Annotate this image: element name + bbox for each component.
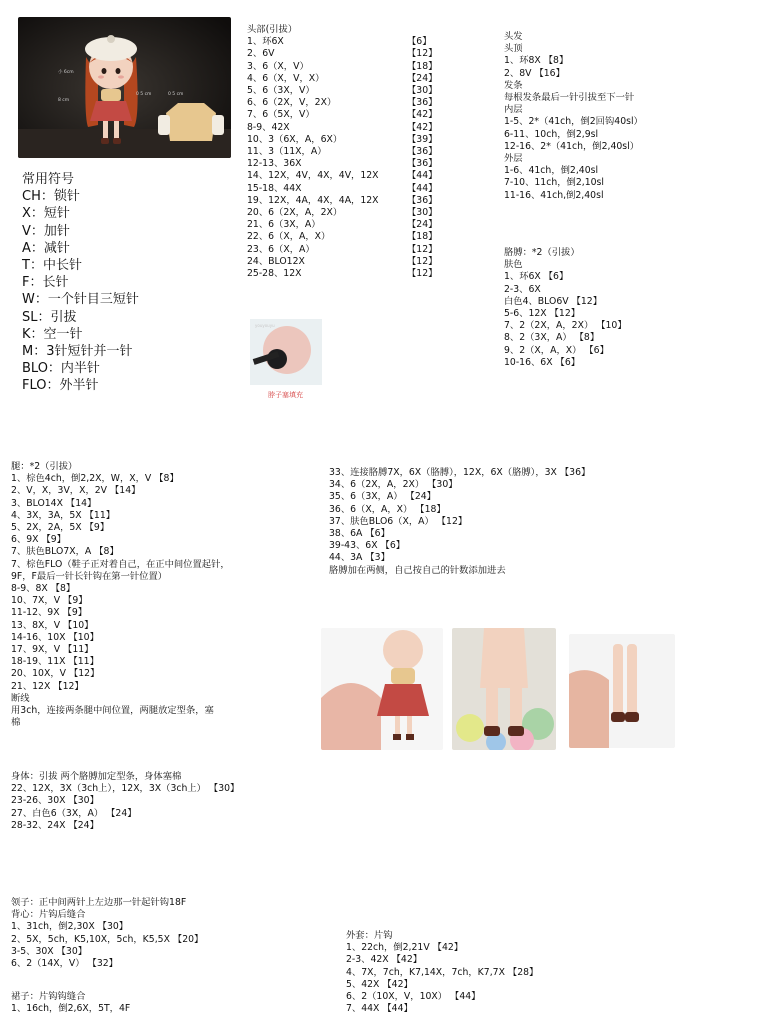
- head-row-count: 【30】: [407, 85, 438, 97]
- skirt-section: [11, 991, 130, 1015]
- head-row-count: 【36】: [407, 146, 438, 158]
- body-line: 身体：引拔 两个胳膊加定型条，身体塞棉: [11, 771, 182, 782]
- body-line: 28-32、24X 【24】: [11, 819, 99, 831]
- leg-line: 14-16、10X 【10】: [11, 631, 99, 643]
- head-row-count: 【12】: [407, 268, 438, 280]
- arm-line: 10-16、6X 【6】: [504, 356, 581, 368]
- head-row: [247, 268, 437, 280]
- head-row-count: 【12】: [407, 243, 438, 255]
- head-row: [247, 158, 437, 170]
- head-row: [247, 73, 437, 85]
- head-row-count: 【6】: [407, 36, 432, 48]
- hand-doll-photo: [321, 628, 443, 750]
- hair-line: 头顶: [504, 43, 523, 55]
- hair-line: 12-16、2*（41ch，倒2,40sl）: [504, 140, 640, 152]
- symbols-items-line: T：中长针: [22, 258, 82, 274]
- head-row: [247, 146, 437, 158]
- symbols-items-line: CH：锁针: [22, 189, 80, 205]
- arm-line: 2-3、6X: [504, 283, 541, 295]
- leg-section: [11, 461, 230, 729]
- hair-line: 6-11、10ch，倒2,9sl: [504, 128, 599, 140]
- coat-line: 6、2（10X，V，10X） 【44】: [346, 991, 481, 1003]
- symbols-title: 常用符号: [22, 172, 75, 187]
- leg-line: 10、7X，V 【9】: [11, 595, 88, 607]
- hair-line: 7-10、11ch，倒2,10sl: [504, 177, 604, 189]
- coat-line: 1、22ch，倒2,21V 【42】: [346, 942, 464, 954]
- leg-line: 21、12X 【12】: [11, 680, 84, 692]
- doll-photo: [18, 17, 231, 158]
- leg-line: 6、9X 【9】: [11, 534, 66, 546]
- head-row-step: 4、6（X，V，X）: [247, 72, 325, 84]
- leg-line: 1、棕色4ch，倒2,2X，W，X，V 【8】: [11, 473, 179, 485]
- hair-line: 外层: [504, 153, 523, 165]
- head-row-count: 【36】: [407, 97, 438, 109]
- head-row-count: 【24】: [407, 72, 438, 84]
- head-row: [247, 48, 437, 60]
- arm-section: [504, 247, 627, 369]
- head-row-step: 8-9、42X: [247, 121, 290, 133]
- hair-line: 1、环8X 【8】: [504, 55, 569, 67]
- arm-line: 7、2（2X，A，2X） 【10】: [504, 320, 627, 332]
- hair-line: 头发: [504, 31, 523, 42]
- body-doll-photo: [452, 628, 556, 750]
- join-line: 35、6（3X，A） 【24】: [329, 491, 436, 503]
- leg-line: 13、8X，V 【10】: [11, 619, 94, 631]
- arm-line: 1、环6X 【6】: [504, 271, 569, 283]
- head-row-step: 19、12X，4A，4X，4A，12X: [247, 194, 379, 206]
- body-line: 22、12X，3X（3ch上），12X，3X（3ch上） 【30】: [11, 783, 240, 795]
- hair-line: 1-6、41ch，倒2,40sl: [504, 165, 599, 177]
- head-row-count: 【39】: [407, 133, 438, 145]
- arm-line: 胳膊：*2（引拔）: [504, 247, 580, 258]
- head-row-step: 22、6（X，A，X）: [247, 231, 331, 243]
- leg-line: 2、V，X，3V，X，2V 【14】: [11, 485, 141, 497]
- head-row-count: 【12】: [407, 255, 438, 267]
- coat-line: 4、7X，7ch，K7,14X，7ch，K7,7X 【28】: [346, 966, 539, 978]
- head-row-count: 【18】: [407, 231, 438, 243]
- collar-section: [11, 897, 203, 970]
- join-line: 39-43、6X 【6】: [329, 540, 406, 552]
- head-row-step: 11、3（11X，A）: [247, 146, 327, 158]
- collar-line: 领子：正中间两针上左边那一针起针钩18F: [11, 897, 187, 908]
- head-row: [247, 170, 437, 182]
- collar-line: 6、2（14X，V） 【32】: [11, 958, 118, 970]
- leg-line: 18-19、11X 【11】: [11, 656, 99, 668]
- leg-line: 17、9X，V 【11】: [11, 644, 94, 656]
- head-row: [247, 207, 437, 219]
- legs-photo: [569, 634, 675, 748]
- head-row-step: 20、6（2X，A，2X）: [247, 207, 343, 219]
- arm-line: 肤色: [504, 259, 523, 271]
- symbols-items-line: F：长针: [22, 275, 69, 291]
- symbols-items-line: K：空一针: [22, 326, 83, 342]
- join-line: 37、肤色BLO6（X，A） 【12】: [329, 515, 468, 527]
- coat-line: 7、44X 【44】: [346, 1003, 413, 1015]
- symbols-items-line: V：加针: [22, 223, 70, 239]
- join-line: 34、6（2X，A，2X） 【30】: [329, 479, 458, 491]
- head-row-count: 【44】: [407, 182, 438, 194]
- head-row-step: 12-13、36X: [247, 158, 302, 170]
- leg-line: 8-9、8X 【8】: [11, 583, 76, 595]
- leg-line: 20、10X，V 【12】: [11, 668, 100, 680]
- body-line: 27、白色6（3X，A） 【24】: [11, 807, 137, 819]
- symbols-items-line: W：一个针目三短针: [22, 292, 139, 308]
- leg-line: 4、3X，3A，5X 【11】: [11, 509, 116, 521]
- head-row-count: 【36】: [407, 194, 438, 206]
- head-row-step: 14、12X，4V，4X，4V，12X: [247, 170, 379, 182]
- arm-line: 9、2（X，A，X） 【6】: [504, 344, 609, 356]
- head-row-step: 3、6（X，V）: [247, 60, 309, 72]
- head-row: [247, 134, 437, 146]
- leg-line: 用3ch，连接两条腿中间位置，两腿放定型条，塞: [11, 705, 214, 717]
- head-row-count: 【18】: [407, 60, 438, 72]
- head-row: [247, 85, 437, 97]
- head-row-step: 15-18、44X: [247, 182, 302, 194]
- head-section: [247, 24, 437, 280]
- head-row: [247, 231, 437, 243]
- leg-line: 9F，F最后一针长针钩在第一针位置）: [11, 570, 168, 582]
- head-row-step: 23、6（X，A）: [247, 243, 315, 255]
- head-row-count: 【42】: [407, 109, 438, 121]
- leg-line: 腿：*2（引拔）: [11, 461, 78, 472]
- head-row: [247, 122, 437, 134]
- skirt-line: 1、16ch，倒2,6X，5T，4F: [11, 1003, 131, 1015]
- arm-line: 8、2（3X，A） 【8】: [504, 332, 600, 344]
- coat-line: 外套：片钩: [346, 930, 393, 941]
- collar-line: 1、31ch，倒2,30X 【30】: [11, 921, 129, 933]
- head-row: [247, 183, 437, 195]
- svg-text:8 cm: 8 cm: [58, 98, 70, 103]
- coat-section: [346, 930, 538, 1015]
- leg-line: 7、棕色FLO（鞋子正对着自己，在正中间位置起针，: [11, 558, 230, 570]
- hair-line: 11-16、41ch,倒2,40sl: [504, 189, 604, 201]
- collar-line: 背心：片钩后缝合: [11, 909, 86, 921]
- head-row-step: 5、6（3X，V）: [247, 85, 315, 97]
- head-row-step: 7、6（5X，V）: [247, 109, 315, 121]
- leg-line: 断线: [11, 692, 30, 704]
- symbols-legend: [22, 171, 139, 395]
- head-row-count: 【44】: [407, 170, 438, 182]
- coat-line: 2-3、42X 【42】: [346, 954, 423, 966]
- leg-line: 7、肤色BLO7X，A 【8】: [11, 546, 119, 558]
- head-row: [247, 109, 437, 121]
- symbols-items-line: SL：引拔: [22, 309, 77, 325]
- symbols-items-line: X：短针: [22, 206, 70, 222]
- leg-line: 11-12、9X 【9】: [11, 607, 88, 619]
- photo-label-1: 0 5 cm: [168, 92, 184, 97]
- hair-line: 1-5、2*（41ch，倒2回钩40sl）: [504, 116, 643, 128]
- head-row: [247, 97, 437, 109]
- leg-line: 棉: [11, 717, 21, 729]
- neck-photo-caption: 脖子塞填充: [268, 391, 303, 399]
- collar-line: 3-5、30X 【30】: [11, 945, 88, 957]
- head-row-step: 2、6V: [247, 48, 275, 60]
- head-row: [247, 219, 437, 231]
- head-row-count: 【30】: [407, 207, 438, 219]
- hair-line: 内层: [504, 104, 523, 116]
- hair-line: 2、8V 【16】: [504, 67, 565, 79]
- hair-line: 每根发条最后一针引拔至下一针: [504, 92, 635, 104]
- hair-section: [504, 31, 643, 202]
- skirt-line: 裙子：片钩钩缝合: [11, 991, 86, 1002]
- collar-line: 2、5X，5ch，K5,10X，5ch，K5,5X 【20】: [11, 933, 204, 945]
- hair-line: 发条: [504, 79, 523, 91]
- coat-line: 5、42X 【42】: [346, 978, 413, 990]
- arm-line: 5-6、12X 【12】: [504, 308, 581, 320]
- svg-text:小 6cm: 小 6cm: [58, 70, 74, 75]
- symbols-items-line: FLO：外半针: [22, 378, 99, 394]
- head-row-count: 【36】: [407, 158, 438, 170]
- symbols-items-line: M：3针短针并一针: [22, 344, 133, 360]
- head-title: 头部(引拔）: [247, 24, 298, 35]
- body-section: [11, 771, 239, 832]
- join-line: 44、3A 【3】: [329, 552, 390, 564]
- body-line: 23-26、30X 【30】: [11, 795, 99, 807]
- head-row-count: 【24】: [407, 219, 438, 231]
- head-row-step: 25-28、12X: [247, 268, 302, 280]
- symbols-items-line: A：减针: [22, 240, 70, 256]
- head-row: [247, 244, 437, 256]
- symbols-items-line: BLO：内半针: [22, 361, 100, 377]
- head-row-step: 10、3（6X，A，6X）: [247, 133, 343, 145]
- head-row: [247, 256, 437, 268]
- join-line: 38、6A 【6】: [329, 528, 390, 540]
- join-line: 胳膊加在两侧，自己按自己的针数添加进去: [329, 564, 506, 576]
- join-line: 33、连接胳膊7X，6X（胳膊），12X，6X（胳膊），3X 【36】: [329, 467, 591, 478]
- head-row: [247, 61, 437, 73]
- head-row-step: 6、6（2X，V，2X）: [247, 97, 337, 109]
- head-row-step: 24、BLO12X: [247, 255, 305, 267]
- head-row: [247, 36, 437, 48]
- arm-line: 白色4、BLO6V 【12】: [504, 295, 603, 307]
- head-row-step: 1、环6X: [247, 36, 284, 48]
- leg-line: 5、2X，2A，5X 【9】: [11, 522, 110, 534]
- leg-line: 3、BLO14X 【14】: [11, 497, 97, 509]
- photo-label-2: 0 5 cm: [136, 92, 152, 97]
- head-row-count: 【12】: [407, 48, 438, 60]
- join-section: [329, 467, 590, 577]
- svg-text:youyouyu: youyouyu: [255, 323, 275, 328]
- head-row: [247, 195, 437, 207]
- head-row-count: 【42】: [407, 121, 438, 133]
- join-line: 36、6（X，A，X） 【18】: [329, 503, 446, 515]
- head-row-step: 21、6（3X，A）: [247, 219, 321, 231]
